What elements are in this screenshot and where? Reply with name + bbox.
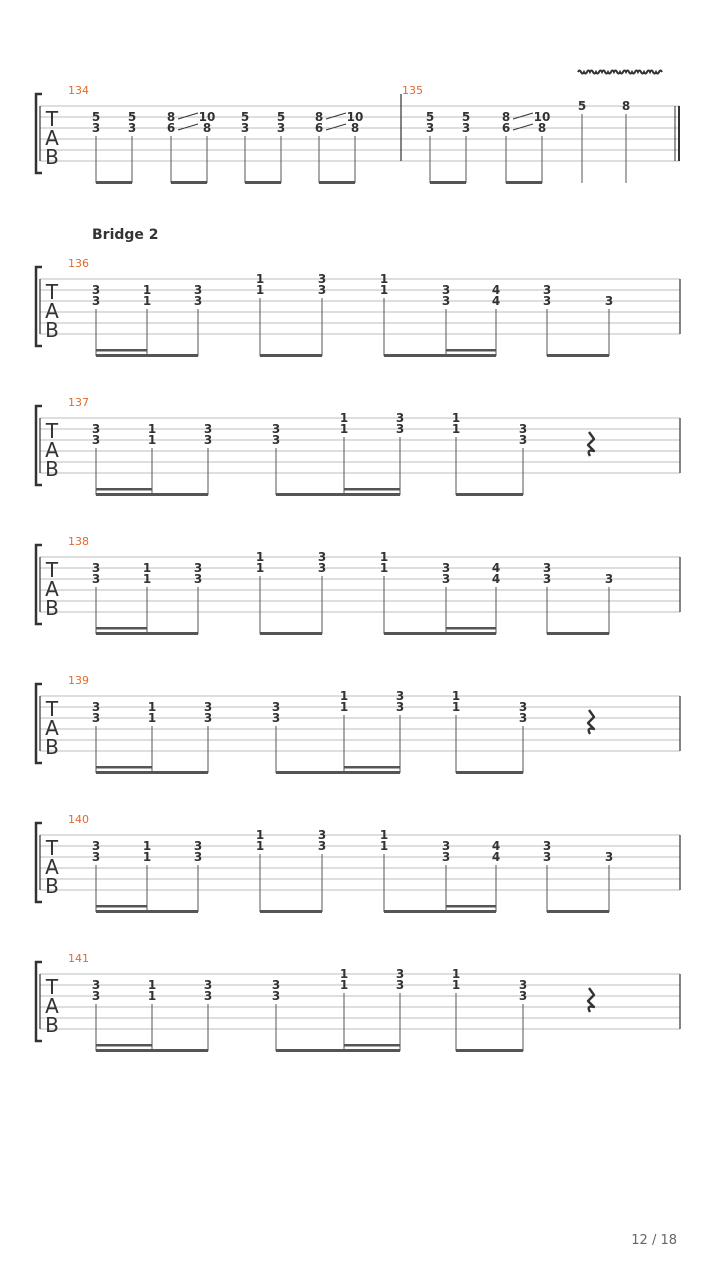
slide-line xyxy=(326,113,346,119)
fret-number: 4 xyxy=(491,850,501,864)
fret-number: 3 xyxy=(203,989,213,1003)
fret-number: 1 xyxy=(147,433,157,447)
fret-number: 3 xyxy=(203,422,213,436)
beam xyxy=(384,632,496,635)
section-label: Bridge 2 xyxy=(92,227,159,243)
tab-clef-letter: B xyxy=(45,318,59,342)
beam xyxy=(96,632,198,635)
secondary-beam xyxy=(96,349,147,352)
tab-clef-letter: T xyxy=(45,697,59,721)
staff-system-0 xyxy=(36,71,680,185)
fret-number: 3 xyxy=(193,839,203,853)
fret-number: 3 xyxy=(203,978,213,992)
fret-number: 3 xyxy=(395,689,405,703)
fret-number: 1 xyxy=(255,283,265,297)
fret-number: 3 xyxy=(461,121,471,135)
fret-number: 5 xyxy=(127,110,137,124)
tab-clef-letter: T xyxy=(45,975,59,999)
fret-number: 10 xyxy=(533,110,551,124)
fret-number: 3 xyxy=(395,411,405,425)
tab-clef-letter: B xyxy=(45,596,59,620)
beam xyxy=(276,771,400,774)
fret-number: 3 xyxy=(271,700,281,714)
beam xyxy=(456,493,523,496)
fret-number: 3 xyxy=(317,272,327,286)
fret-number: 3 xyxy=(441,839,451,853)
fret-number: 1 xyxy=(255,828,265,842)
fret-number: 3 xyxy=(91,433,101,447)
staff-system-5 xyxy=(36,813,680,913)
fret-number: 3 xyxy=(518,711,528,725)
fret-number: 3 xyxy=(604,294,614,308)
fret-number: 1 xyxy=(451,411,461,425)
fret-number: 3 xyxy=(542,294,552,308)
fret-number: 3 xyxy=(91,989,101,1003)
beam xyxy=(276,1049,400,1052)
fret-number: 8 xyxy=(166,110,176,124)
tab-clef-letter: A xyxy=(45,716,59,740)
fret-number: 3 xyxy=(271,989,281,1003)
fret-number: 3 xyxy=(203,711,213,725)
fret-number: 3 xyxy=(91,283,101,297)
fret-number: 1 xyxy=(379,839,389,853)
fret-number: 3 xyxy=(604,850,614,864)
fret-number: 1 xyxy=(142,839,152,853)
beam xyxy=(547,910,609,913)
fret-number: 1 xyxy=(147,989,157,1003)
fret-number: 1 xyxy=(451,689,461,703)
fret-number: 1 xyxy=(339,700,349,714)
fret-number: 5 xyxy=(91,110,101,124)
fret-number: 10 xyxy=(346,110,364,124)
fret-number: 3 xyxy=(518,978,528,992)
fret-number: 3 xyxy=(91,121,101,135)
fret-number: 3 xyxy=(542,839,552,853)
tab-clef-letter: A xyxy=(45,577,59,601)
fret-number: 1 xyxy=(339,967,349,981)
fret-number: 4 xyxy=(491,561,501,575)
fret-number: 3 xyxy=(271,711,281,725)
fret-number: 3 xyxy=(441,294,451,308)
fret-number: 5 xyxy=(425,110,435,124)
fret-number: 8 xyxy=(501,110,511,124)
secondary-beam xyxy=(344,488,400,491)
fret-number: 8 xyxy=(202,121,212,135)
staff-system-6 xyxy=(36,952,680,1052)
fret-number: 3 xyxy=(193,283,203,297)
quarter-rest-icon xyxy=(588,710,594,734)
tab-clef-letter: B xyxy=(45,874,59,898)
fret-number: 10 xyxy=(198,110,216,124)
tab-clef-letter: T xyxy=(45,280,59,304)
secondary-beam xyxy=(344,1044,400,1047)
beam xyxy=(547,354,609,357)
slide-line xyxy=(513,124,533,130)
measure-number: 139 xyxy=(68,674,89,687)
slide-line xyxy=(178,113,198,119)
fret-number: 3 xyxy=(91,422,101,436)
fret-number: 8 xyxy=(314,110,324,124)
beam xyxy=(260,910,322,913)
fret-number: 1 xyxy=(339,422,349,436)
tab-clef-letter: A xyxy=(45,994,59,1018)
fret-number: 3 xyxy=(441,850,451,864)
beam xyxy=(430,181,466,184)
tab-clef-letter: A xyxy=(45,438,59,462)
fret-number: 5 xyxy=(276,110,286,124)
fret-number: 3 xyxy=(395,422,405,436)
tab-clef-letter: A xyxy=(45,126,59,150)
beam xyxy=(96,1049,208,1052)
secondary-beam xyxy=(96,627,147,630)
measure-number: 137 xyxy=(68,396,89,409)
fret-number: 3 xyxy=(425,121,435,135)
secondary-beam xyxy=(96,766,152,769)
beam xyxy=(96,910,198,913)
quarter-rest-icon xyxy=(588,432,594,456)
fret-number: 1 xyxy=(379,283,389,297)
beam xyxy=(260,354,322,357)
fret-number: 1 xyxy=(451,978,461,992)
fret-number: 3 xyxy=(91,850,101,864)
fret-number: 1 xyxy=(451,700,461,714)
fret-number: 1 xyxy=(142,294,152,308)
beam xyxy=(96,493,208,496)
secondary-beam xyxy=(96,1044,152,1047)
fret-number: 1 xyxy=(142,850,152,864)
fret-number: 3 xyxy=(271,422,281,436)
beam xyxy=(547,632,609,635)
fret-number: 3 xyxy=(518,989,528,1003)
fret-number: 3 xyxy=(203,700,213,714)
fret-number: 3 xyxy=(193,294,203,308)
beam xyxy=(260,632,322,635)
fret-number: 5 xyxy=(577,99,587,113)
measure-number: 141 xyxy=(68,952,89,965)
fret-number: 3 xyxy=(395,700,405,714)
tab-clef-letter: T xyxy=(45,558,59,582)
tab-clef-letter: T xyxy=(45,419,59,443)
measure-number: 136 xyxy=(68,257,89,270)
fret-number: 3 xyxy=(441,561,451,575)
fret-number: 1 xyxy=(147,978,157,992)
beam xyxy=(384,910,496,913)
fret-number: 3 xyxy=(317,283,327,297)
beam xyxy=(456,1049,523,1052)
tab-clef-letter: A xyxy=(45,855,59,879)
fret-number: 3 xyxy=(542,850,552,864)
fret-number: 3 xyxy=(317,561,327,575)
fret-number: 8 xyxy=(537,121,547,135)
fret-number: 1 xyxy=(379,550,389,564)
slide-line xyxy=(178,124,198,130)
fret-number: 3 xyxy=(395,978,405,992)
fret-number: 4 xyxy=(491,283,501,297)
fret-number: 3 xyxy=(317,550,327,564)
fret-number: 3 xyxy=(271,978,281,992)
fret-number: 3 xyxy=(91,700,101,714)
fret-number: 4 xyxy=(491,839,501,853)
fret-number: 3 xyxy=(193,572,203,586)
fret-number: 3 xyxy=(518,433,528,447)
fret-number: 3 xyxy=(518,700,528,714)
fret-number: 3 xyxy=(317,839,327,853)
fret-number: 4 xyxy=(491,294,501,308)
tab-clef-letter: B xyxy=(45,1013,59,1037)
fret-number: 1 xyxy=(379,272,389,286)
fret-number: 1 xyxy=(142,283,152,297)
beam xyxy=(171,181,207,184)
fret-number: 3 xyxy=(518,422,528,436)
secondary-beam xyxy=(96,905,147,908)
fret-number: 3 xyxy=(91,294,101,308)
fret-number: 3 xyxy=(91,572,101,586)
tab-clef-letter: B xyxy=(45,145,59,169)
beam xyxy=(276,493,400,496)
fret-number: 3 xyxy=(193,561,203,575)
fret-number: 3 xyxy=(276,121,286,135)
page-number: 12 / 18 xyxy=(631,1233,677,1248)
beam xyxy=(96,771,208,774)
slide-line xyxy=(326,124,346,130)
fret-number: 1 xyxy=(339,411,349,425)
fret-number: 1 xyxy=(451,422,461,436)
fret-number: 1 xyxy=(147,711,157,725)
fret-number: 5 xyxy=(240,110,250,124)
fret-number: 6 xyxy=(166,121,176,135)
fret-number: 1 xyxy=(255,550,265,564)
fret-number: 3 xyxy=(91,711,101,725)
fret-number: 3 xyxy=(91,839,101,853)
fret-number: 1 xyxy=(255,561,265,575)
staff-system-2 xyxy=(36,396,680,496)
fret-number: 8 xyxy=(621,99,631,113)
fret-number: 3 xyxy=(193,850,203,864)
fret-number: 6 xyxy=(314,121,324,135)
secondary-beam xyxy=(446,905,496,908)
measure-number: 135 xyxy=(402,84,423,97)
fret-number: 1 xyxy=(147,700,157,714)
beam xyxy=(506,181,542,184)
fret-number: 1 xyxy=(142,572,152,586)
fret-number: 1 xyxy=(451,967,461,981)
staff-system-3 xyxy=(36,535,680,635)
fret-number: 3 xyxy=(203,433,213,447)
secondary-beam xyxy=(446,627,496,630)
tab-clef-letter: A xyxy=(45,299,59,323)
fret-number: 3 xyxy=(91,978,101,992)
staff-system-1 xyxy=(36,257,680,357)
fret-number: 1 xyxy=(379,561,389,575)
fret-number: 3 xyxy=(127,121,137,135)
slide-line xyxy=(513,113,533,119)
tab-clef-letter: T xyxy=(45,107,59,131)
fret-number: 3 xyxy=(441,283,451,297)
beam xyxy=(96,181,132,184)
fret-number: 1 xyxy=(379,828,389,842)
secondary-beam xyxy=(446,349,496,352)
vibrato-icon xyxy=(578,71,662,74)
fret-number: 1 xyxy=(339,978,349,992)
staff-system-4 xyxy=(36,674,680,774)
fret-number: 1 xyxy=(339,689,349,703)
fret-number: 1 xyxy=(255,272,265,286)
secondary-beam xyxy=(344,766,400,769)
beam xyxy=(384,354,496,357)
fret-number: 1 xyxy=(147,422,157,436)
fret-number: 8 xyxy=(350,121,360,135)
fret-number: 3 xyxy=(91,561,101,575)
measure-number: 138 xyxy=(68,535,89,548)
secondary-beam xyxy=(96,488,152,491)
beam xyxy=(319,181,355,184)
fret-number: 3 xyxy=(240,121,250,135)
fret-number: 1 xyxy=(142,561,152,575)
measure-number: 140 xyxy=(68,813,89,826)
beam xyxy=(96,354,198,357)
fret-number: 6 xyxy=(501,121,511,135)
fret-number: 3 xyxy=(271,433,281,447)
fret-number: 4 xyxy=(491,572,501,586)
tab-clef-letter: T xyxy=(45,836,59,860)
fret-number: 1 xyxy=(255,839,265,853)
beam xyxy=(245,181,281,184)
beam xyxy=(456,771,523,774)
quarter-rest-icon xyxy=(588,988,594,1012)
fret-number: 3 xyxy=(317,828,327,842)
tab-clef-letter: B xyxy=(45,457,59,481)
tab-clef-letter: B xyxy=(45,735,59,759)
fret-number: 3 xyxy=(395,967,405,981)
measure-number: 134 xyxy=(68,84,89,97)
fret-number: 5 xyxy=(461,110,471,124)
fret-number: 3 xyxy=(604,572,614,586)
fret-number: 3 xyxy=(542,561,552,575)
fret-number: 3 xyxy=(542,572,552,586)
fret-number: 3 xyxy=(441,572,451,586)
fret-number: 3 xyxy=(542,283,552,297)
